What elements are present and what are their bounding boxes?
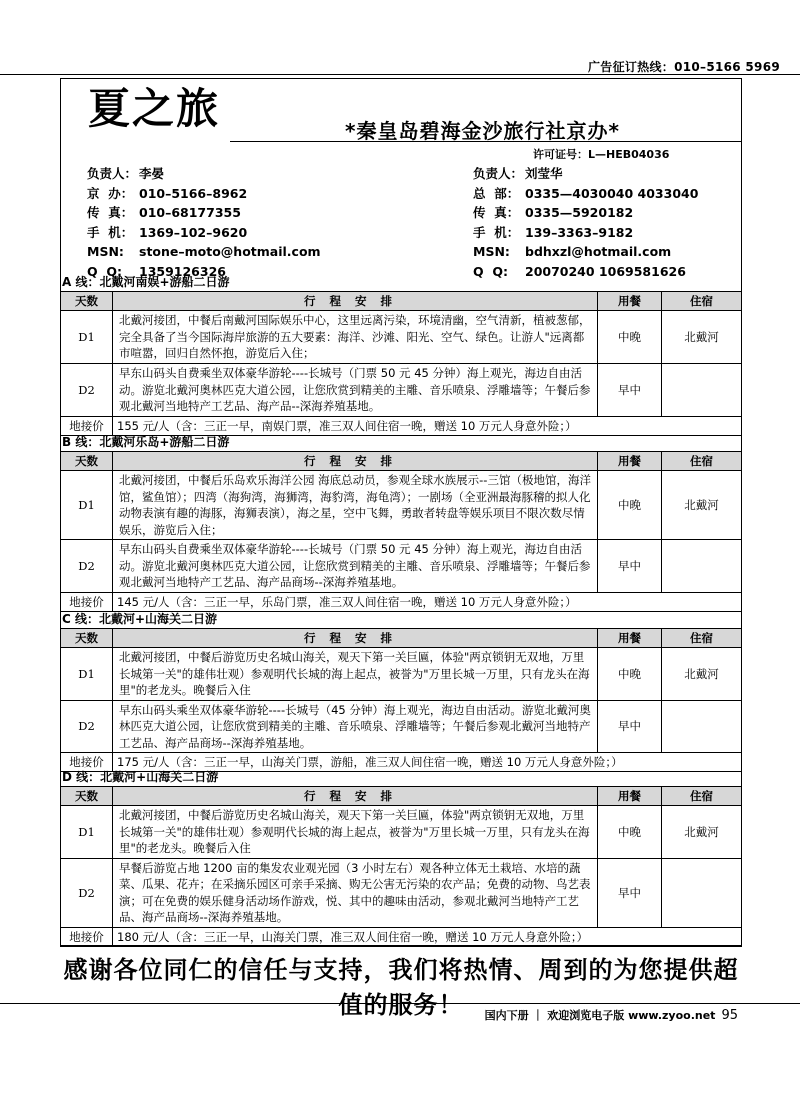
- meal-cell: 中晚: [598, 471, 662, 540]
- itinerary-cell: 北戴河接团，中餐后乐岛欢乐海洋公园 海底总动员，参观全球水族展示--三馆（极地馆，海洋馆，鲨鱼馆）；四湾（海狗湾，海狮湾，海豹湾，海龟湾）；一剧场（全亚洲最海豚稽的拟人化动物表演有趣的海豚，海狮表演），海之星，空中飞舞，勇敢者转盘等娱乐项目不限次数尽情娱乐，游览后入住；: [113, 471, 598, 540]
- header-meal: 用餐: [598, 292, 662, 311]
- meal-cell: 中晚: [598, 311, 662, 364]
- contact-label: 总 部：: [473, 185, 520, 201]
- route-title: C 线：北戴河+山海关二日游: [62, 612, 218, 626]
- route-title: D 线：北戴河+山海关二日游: [62, 770, 219, 784]
- stay-cell: 北戴河: [662, 471, 742, 540]
- stay-cell: [662, 364, 742, 417]
- table-row: [61, 648, 742, 701]
- table-header-row: [61, 787, 742, 806]
- contact-value: stone–moto@hotmail.com: [139, 244, 321, 259]
- stay-cell: [662, 858, 742, 927]
- contact-row: [473, 242, 698, 262]
- top-divider: [0, 74, 800, 75]
- header-meal: 用餐: [598, 787, 662, 806]
- day-cell: D1: [61, 648, 113, 701]
- itinerary-cell: 北戴河接团，中餐后南戴河国际娱乐中心，这里远离污染，环境清幽，空气清新，植被葱郁，完全具备了当今国际海岸旅游的五大要素：海洋、沙滩、阳光、空气、绿色。让游人"远离都市喧嚣，回归自然怀抱，游览后入住；: [113, 311, 598, 364]
- day-cell: D1: [61, 311, 113, 364]
- price-label: 地接价: [61, 753, 113, 772]
- header-stay: 住宿: [662, 452, 742, 471]
- route-title: B 线：北戴河乐岛+游船二日游: [62, 435, 230, 449]
- contacts-headquarters: [473, 164, 698, 281]
- table-row: [61, 311, 742, 364]
- header-itinerary: 行程安排: [113, 787, 598, 806]
- itinerary-cell: 早东山码头自费乘坐双体豪华游轮----长城号（门票 50 元 45 分钟）海上观光，海边自由活动。游览北戴河奥林匹克大道公园，让您欣赏到精美的主雕、音乐喷泉、浮雕墙等；午餐后参观北戴河当地特产工艺品、海产品--深海养殖基地。: [113, 364, 598, 417]
- contact-value: bdhxzl@hotmail.com: [525, 244, 672, 259]
- itinerary-cell: 早东山码头乘坐双体豪华游轮----长城号（45 分钟）海上观光，海边自由活动。游览北戴河奥林匹克大道公园，让您欣赏到精美的主雕、音乐喷泉、浮雕墙等；午餐后参观北戴河当地特产工艺品、海产品商场--深海养殖基地。: [113, 700, 598, 753]
- day-cell: D2: [61, 364, 113, 417]
- itinerary-cell: 北戴河接团，中餐后游览历史名城山海关，观天下第一关巨匾，体验"两京锁钥无双地，万里长城第一关"的雄伟壮观）参观明代长城的海上起点，被誉为"万里长城一万里，只有龙头在海里"的老龙头。晚餐后入住: [113, 806, 598, 859]
- route-c: [60, 610, 742, 772]
- price-label: 地接价: [61, 417, 113, 436]
- contact-label: 手 机：: [87, 224, 134, 240]
- page-number: 95: [721, 1008, 738, 1023]
- header-stay: 住宿: [662, 629, 742, 648]
- price-row: [61, 927, 742, 946]
- itinerary-table: [60, 451, 742, 612]
- contact-value: 010–5166–8962: [139, 185, 248, 201]
- contact-label: Q Q:: [87, 263, 122, 279]
- day-cell: D2: [61, 858, 113, 927]
- contact-value: 20070240 1069581626: [525, 263, 686, 279]
- day-cell: D2: [61, 540, 113, 593]
- price-cell: 180 元/人（含：三正一早，山海关门票，准三双人间住宿一晚，赠送 10 万元人身意外险；）: [113, 927, 742, 946]
- brand-logo-text: 夏之旅: [88, 84, 221, 133]
- ad-hotline: 广告征订热线：010–5166 5969: [587, 60, 780, 74]
- contact-row: [87, 184, 321, 204]
- header-itinerary: 行程安排: [113, 292, 598, 311]
- license-number: 许可证号：L—HEB04036: [533, 148, 670, 161]
- day-cell: D1: [61, 471, 113, 540]
- contact-label: MSN:: [473, 244, 510, 259]
- stay-cell: 北戴河: [662, 648, 742, 701]
- contact-row: [87, 164, 321, 184]
- itinerary-table: [60, 786, 742, 947]
- header-stay: 住宿: [662, 787, 742, 806]
- header-day: 天数: [61, 452, 113, 471]
- header-day: 天数: [61, 292, 113, 311]
- price-cell: 155 元/人（含：三正一早，南娱门票，准三双人间住宿一晚，赠送 10 万元人身意外险；）: [113, 417, 742, 436]
- meal-cell: 早中: [598, 700, 662, 753]
- agency-name: *秦皇岛碧海金沙旅行社京办*: [345, 119, 620, 143]
- contact-row: [473, 164, 698, 184]
- meal-cell: 中晚: [598, 648, 662, 701]
- table-row: [61, 700, 742, 753]
- contact-value: 0335—4030040 4033040: [525, 185, 699, 201]
- header-itinerary: 行程安排: [113, 629, 598, 648]
- price-cell: 175 元/人（含：三正一早，山海关门票，游船，准三双人间住宿一晚，赠送 10 万元人身意外险；）: [113, 753, 742, 772]
- meal-cell: 早中: [598, 858, 662, 927]
- contacts-beijing-office: [87, 164, 321, 281]
- contact-value: 0335—5920182: [525, 205, 634, 220]
- contact-label: 负责人：: [473, 166, 524, 181]
- contact-value: 1369–102–9620: [139, 224, 248, 240]
- bottom-divider: [0, 1003, 800, 1004]
- stay-cell: 北戴河: [662, 311, 742, 364]
- route-d: [60, 768, 742, 947]
- header-meal: 用餐: [598, 629, 662, 648]
- contact-label: 手 机：: [473, 224, 520, 240]
- itinerary-cell: 早东山码头自费乘坐双体豪华游轮----长城号（门票 50 元 45 分钟）海上观光，海边自由活动。游览北戴河奥林匹克大道公园，让您欣赏到精美的主雕、音乐喷泉、浮雕墙等；午餐后参观北戴河当地特产工艺品、海产品商场--深海养殖基地。: [113, 540, 598, 593]
- price-cell: 145 元/人（含：三正一早，乐岛门票，准三双人间住宿一晚，赠送 10 万元人身意外险；）: [113, 592, 742, 611]
- stay-cell: [662, 540, 742, 593]
- contact-row: [473, 203, 698, 223]
- itinerary-table: [60, 291, 742, 436]
- contact-label: MSN:: [87, 244, 124, 259]
- table-row: [61, 471, 742, 540]
- header-itinerary: 行程安排: [113, 452, 598, 471]
- contact-row: [473, 184, 698, 204]
- contact-row: [87, 242, 321, 262]
- meal-cell: 早中: [598, 364, 662, 417]
- price-row: [61, 592, 742, 611]
- thanks-slogan: 感谢各位同仁的信任与支持，我们将热情、周到的为您提供超值的服务！: [63, 955, 739, 1019]
- contact-value: 刘莹华: [525, 166, 563, 181]
- header-stay: 住宿: [662, 292, 742, 311]
- meal-cell: 早中: [598, 540, 662, 593]
- contact-label: 传 真：: [87, 205, 134, 220]
- itinerary-table: [60, 628, 742, 772]
- price-label: 地接价: [61, 592, 113, 611]
- table-header-row: [61, 452, 742, 471]
- route-b: [60, 433, 742, 612]
- contact-value: 010–68177355: [139, 205, 241, 220]
- contact-row: [87, 223, 321, 243]
- table-row: [61, 858, 742, 927]
- footer-text: 国内下册 ｜ 欢迎浏览电子版 www.zyoo.net: [484, 1009, 716, 1022]
- table-row: [61, 364, 742, 417]
- contact-value: 李晏: [139, 166, 165, 181]
- contact-label: Q Q:: [473, 263, 508, 279]
- itinerary-cell: 早餐后游览占地 1200 亩的集发农业观光园（3 小时左右）观各种立体无土栽培、水培的蔬菜、瓜果、花卉；在采摘乐园区可亲手采摘、购无公害无污染的农产品；免费的动物、鸟艺表演；可在免费的娱乐健身活动场作游戏，悦、其中的趣味由活动，参观北戴河当地特产工艺品、海产品商场--深海养殖基地。: [113, 858, 598, 927]
- contact-value: 139–3363–9182: [525, 224, 634, 240]
- day-cell: D2: [61, 700, 113, 753]
- header-day: 天数: [61, 787, 113, 806]
- stay-cell: [662, 700, 742, 753]
- agency-underline: [230, 141, 742, 142]
- contact-row: [473, 223, 698, 243]
- stay-cell: 北戴河: [662, 806, 742, 859]
- header-meal: 用餐: [598, 452, 662, 471]
- table-row: [61, 806, 742, 859]
- contact-label: 负责人：: [87, 166, 138, 181]
- meal-cell: 中晚: [598, 806, 662, 859]
- price-label: 地接价: [61, 927, 113, 946]
- contact-label: 传 真：: [473, 205, 520, 220]
- day-cell: D1: [61, 806, 113, 859]
- footer: [485, 1007, 738, 1023]
- table-header-row: [61, 292, 742, 311]
- table-row: [61, 540, 742, 593]
- header-day: 天数: [61, 629, 113, 648]
- contact-label: 京 办：: [87, 185, 134, 201]
- route-a: [60, 273, 742, 436]
- table-header-row: [61, 629, 742, 648]
- contact-value: 1359126326: [139, 263, 226, 279]
- route-title: A 线：北戴河南娱+游船二日游: [62, 275, 230, 289]
- itinerary-cell: 北戴河接团，中餐后游览历史名城山海关，观天下第一关巨匾，体验"两京锁钥无双地，万里长城第一关"的雄伟壮观）参观明代长城的海上起点，被誉为"万里长城一万里，只有龙头在海里"的老龙头。晚餐后入住: [113, 648, 598, 701]
- contact-row: [87, 203, 321, 223]
